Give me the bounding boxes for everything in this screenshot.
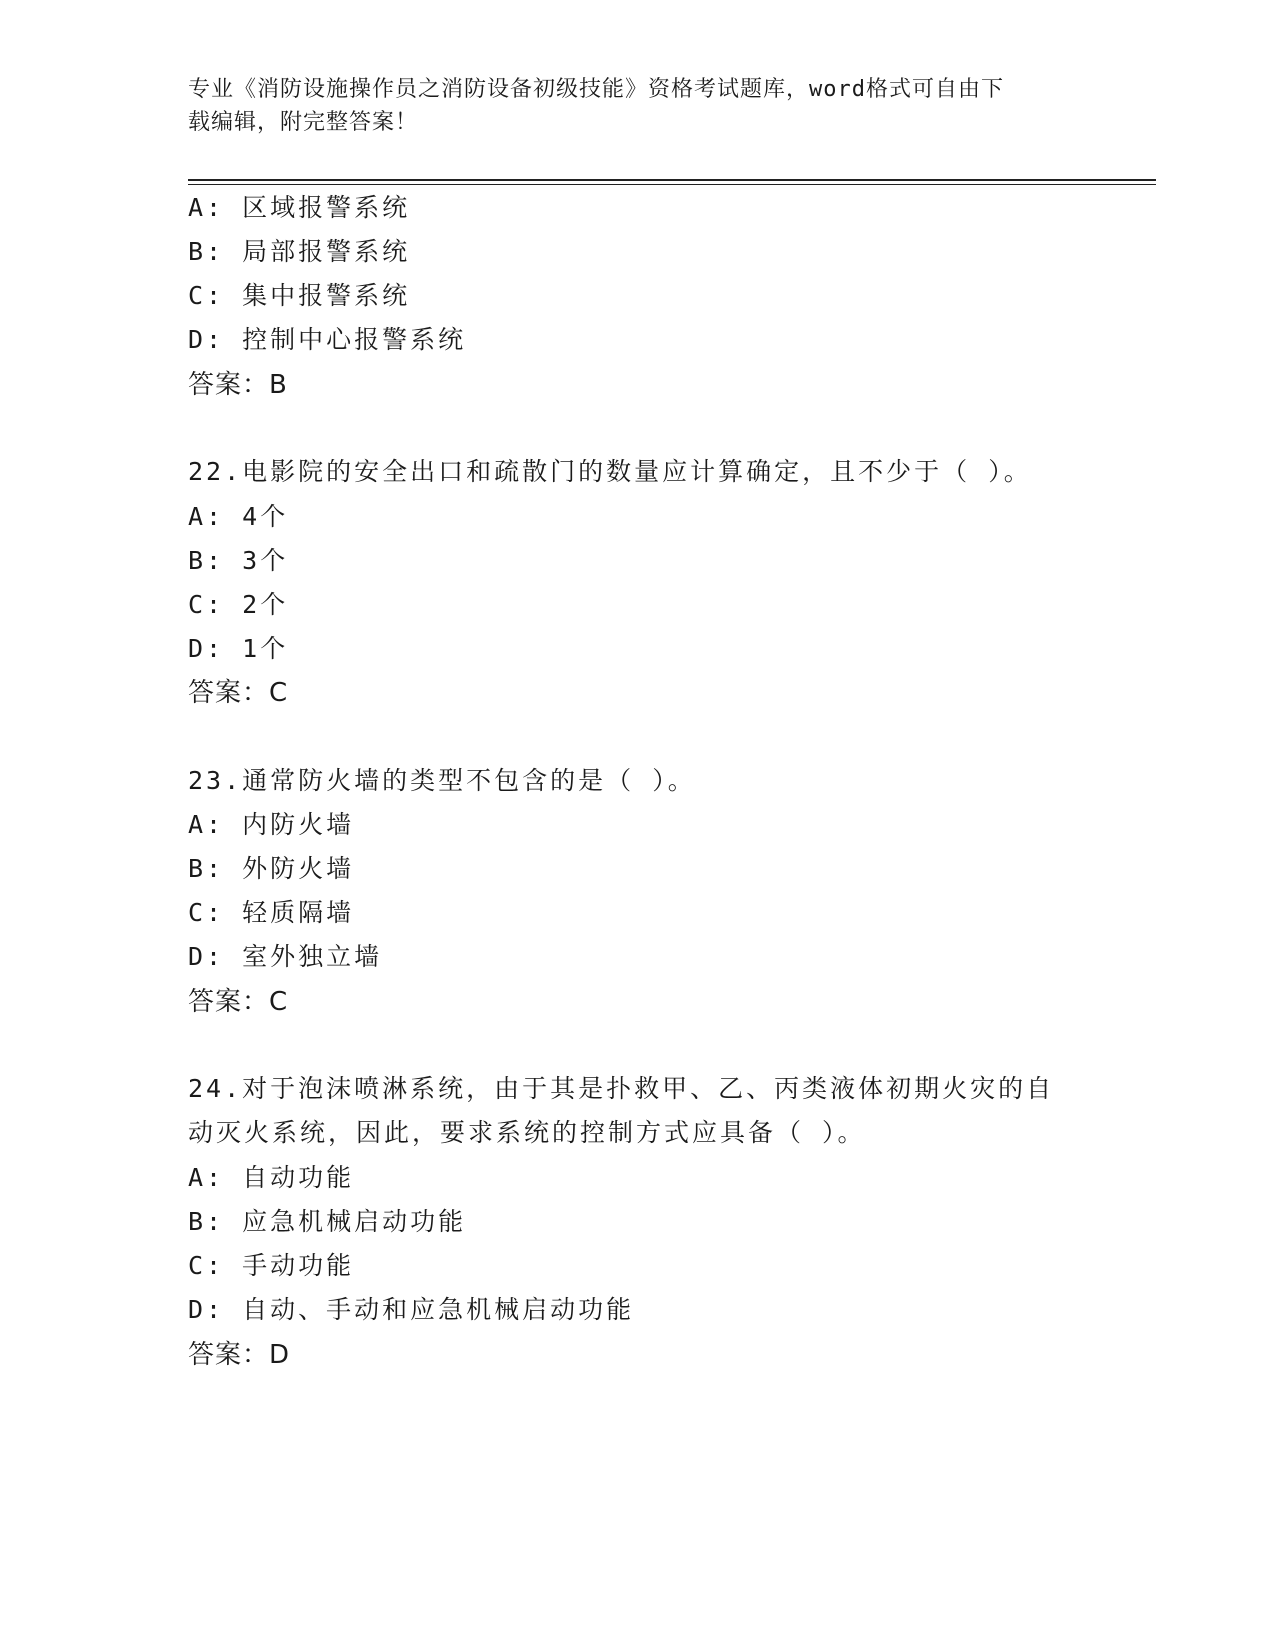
q24-answer: 答案：D: [188, 1340, 291, 1370]
q23-option-b: B: 外防火墙: [188, 854, 355, 883]
header-divider-thick: [188, 179, 1156, 181]
q22-question: 22.电影院的安全出口和疏散门的数量应计算确定，且不少于（ ）。: [188, 457, 1032, 486]
q24-option-b: B: 应急机械启动功能: [188, 1207, 467, 1236]
q22-option-c: C: 2个: [188, 590, 289, 619]
q23-option-c: C: 轻质隔墙: [188, 898, 355, 927]
q21-option-a: A: 区域报警系统: [188, 193, 411, 222]
q21-answer: 答案：B: [188, 370, 288, 400]
q21-option-c: C: 集中报警系统: [188, 281, 411, 310]
header-line-1: 专业《消防设施操作员之消防设备初级技能》资格考试题库，word格式可自由下: [188, 77, 1004, 102]
q22-answer: 答案：C: [188, 678, 289, 708]
q22-option-a: A: 4个: [188, 502, 289, 531]
q23-answer: 答案：C: [188, 987, 289, 1017]
q24-question-line-2: 动灭火系统，因此，要求系统的控制方式应具备（ ）。: [188, 1118, 866, 1147]
q21-option-d: D: 控制中心报警系统: [188, 325, 467, 354]
q22-option-b: B: 3个: [188, 546, 289, 575]
q24-option-c: C: 手动功能: [188, 1251, 355, 1280]
q24-option-a: A: 自动功能: [188, 1163, 355, 1192]
q23-option-d: D: 室外独立墙: [188, 942, 383, 971]
header-divider-thin: [188, 184, 1156, 185]
q22-option-d: D: 1个: [188, 634, 289, 663]
q23-question: 23.通常防火墙的类型不包含的是（ ）。: [188, 766, 696, 795]
q23-option-a: A: 内防火墙: [188, 810, 355, 839]
q24-question-line-1: 24.对于泡沫喷淋系统，由于其是扑救甲、乙、丙类液体初期火灾的自: [188, 1074, 1055, 1103]
document-header: [188, 73, 1088, 139]
q24-option-d: D: 自动、手动和应急机械启动功能: [188, 1295, 635, 1324]
header-line-2: 载编辑，附完整答案！: [188, 110, 419, 135]
q21-option-b: B: 局部报警系统: [188, 237, 411, 266]
